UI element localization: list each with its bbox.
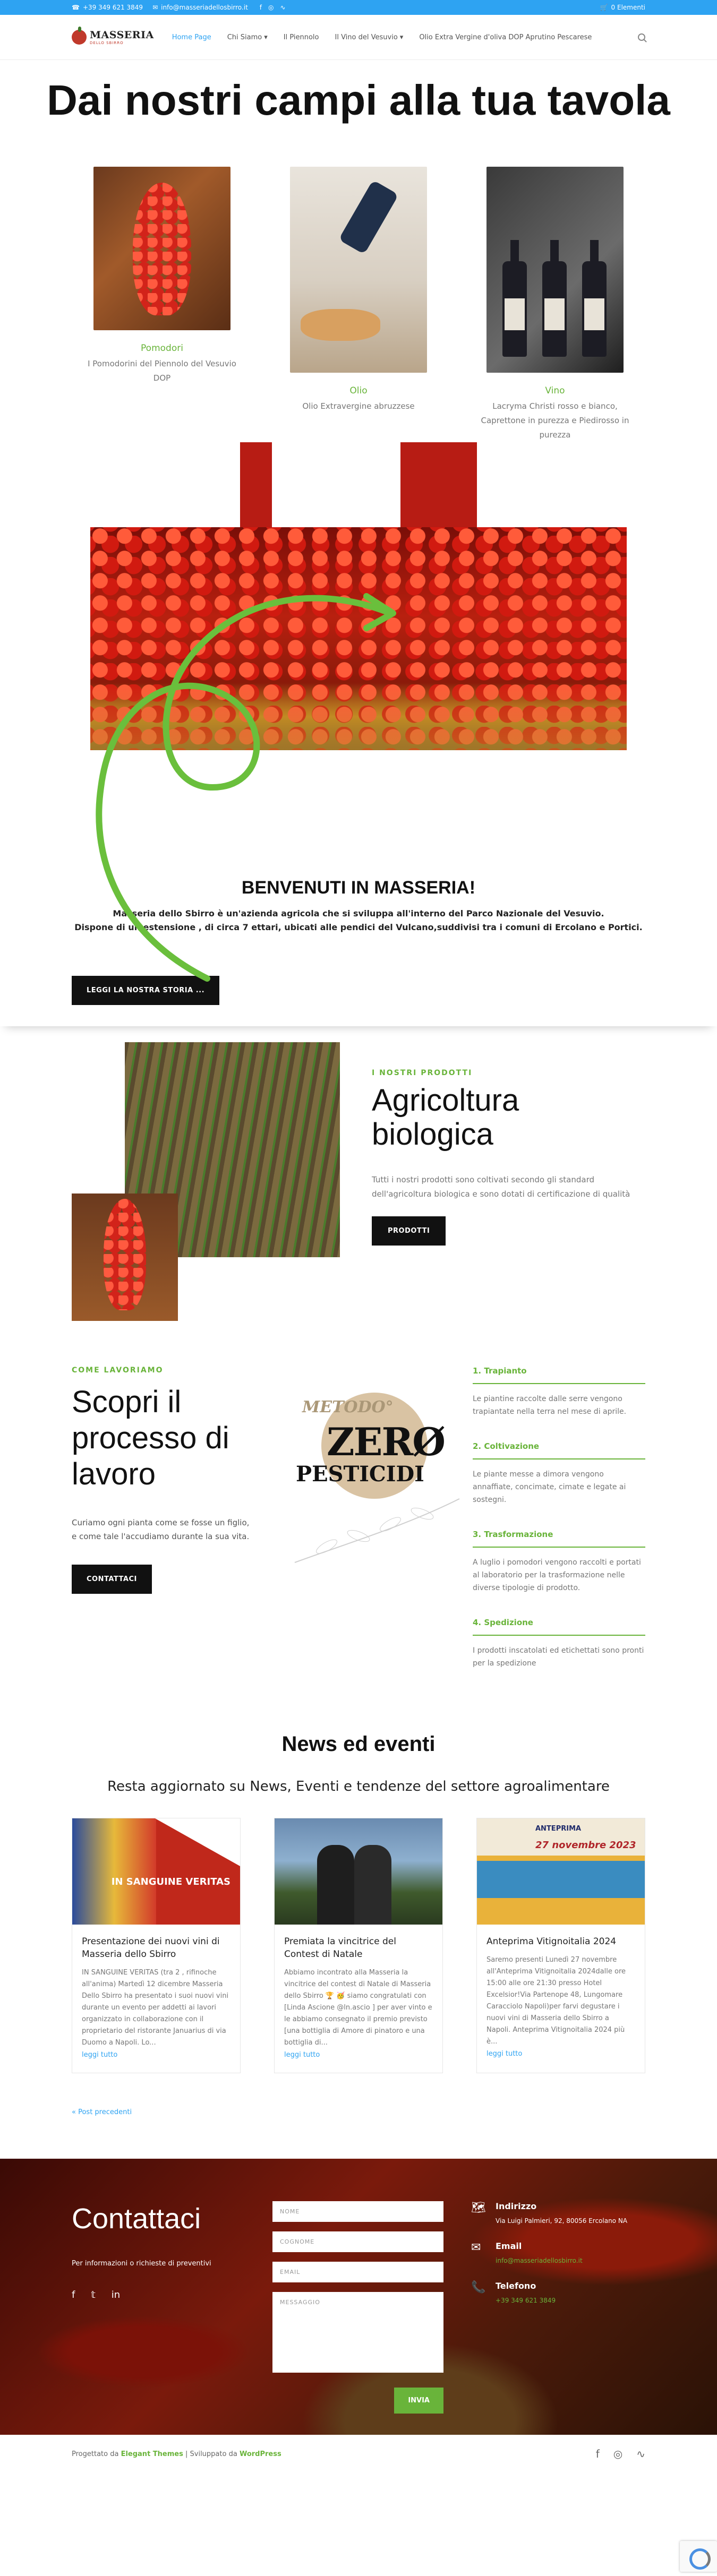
address-value: Via Luigi Palmieri, 92, 80056 Ercolano NA [496, 2217, 628, 2225]
email-field[interactable]: EMAIL [272, 2262, 443, 2282]
welcome-line-2: Dispone di un estensione , di circa 7 ettari, ubicati alle pendici del Vulcano,suddivisi tra i comuni di Ercolano e Portici. [74, 922, 643, 932]
step-desc: Le piante messe a dimora vengono annaffiate, concimate, cimate e legate ai sostegni. [473, 1470, 626, 1504]
zero-pesticides-badge [284, 1345, 475, 1589]
process-step [473, 1441, 645, 1506]
post-image-title: ANTEPRIMA [535, 1825, 582, 1833]
previous-posts-link[interactable]: « Post precedenti [72, 2108, 132, 2116]
process-eyebrow: COME LAVORIAMO [72, 1366, 164, 1375]
contact-title: Contattaci [72, 2203, 201, 2235]
cart-icon: 🛒 [600, 4, 608, 11]
logo-wordmark [90, 29, 154, 45]
step-desc: Le piantine raccolte dalle serre vengono trapiantate nella terra nel mese di aprile. [473, 1395, 627, 1416]
post-image[interactable] [275, 1818, 442, 1925]
post-title[interactable]: Premiata la vincitrice del Contest di Natale [284, 1936, 396, 1960]
phone-label: Telefono [496, 2281, 536, 2291]
main-nav [172, 33, 592, 41]
post-image[interactable] [72, 1818, 240, 1925]
products-row [82, 167, 635, 442]
product-name: Vino [545, 385, 565, 396]
linkedin-icon[interactable]: in [111, 2289, 121, 2300]
contact-inner [72, 2159, 645, 2435]
agriculture-text [372, 1069, 637, 1246]
facebook-icon[interactable]: f [72, 2289, 75, 2300]
step-desc: A luglio i pomodori vengono raccolti e portati al laboratorio per la trasformazione nelle diverse tipologie di prodotto. [473, 1558, 641, 1592]
email-label: Email [496, 2241, 522, 2251]
welcome-title: BENVENUTI IN MASSERIA! [241, 878, 476, 898]
site-logo[interactable] [72, 29, 154, 45]
contact-us-button[interactable]: CONTATTACI [72, 1565, 152, 1594]
search-icon[interactable] [638, 33, 645, 41]
read-more-link[interactable]: leggi tutto [486, 2050, 523, 2058]
post-title[interactable]: Presentazione dei nuovi vini di Masseria dello Sbirro [82, 1936, 220, 1960]
cart-link[interactable]: 🛒 0 Elementi [600, 4, 645, 11]
phone-value[interactable]: +39 349 621 3849 [496, 2297, 556, 2304]
post-excerpt: Saremo presenti Lunedì 27 novembre all'Anteprima Vitignoitalia 2024dalle ore 15:00 alle ore 21:30 presso Hotel Excelsior!Via Partenope 48, Lungomare Caracciolo Napoli)per farvi degustare i nuovi vini di Masseria dello Sbirro a Napoli. Anteprima Vitignoitalia 2024 più è... [486, 1956, 626, 2046]
product-name: Pomodori [141, 343, 183, 354]
read-more-link[interactable]: leggi tutto [284, 2051, 320, 2059]
products-button[interactable]: PRODOTTI [372, 1216, 446, 1246]
contact-info: Per informazioni o richieste di preventivi [72, 2260, 211, 2268]
logo-text: MASSERIA [90, 29, 154, 41]
news-title: News ed eventi [281, 1732, 436, 1756]
topbar-email[interactable]: ✉ info@masseriadellosbirro.it [152, 4, 248, 11]
contact-section [0, 2159, 717, 2435]
email-block [471, 2241, 641, 2266]
nav-olio[interactable]: Olio Extra Vergine d'oliva DOP Aprutino Pescarese [419, 33, 592, 41]
post-title[interactable]: Anteprima Vitignoitalia 2024 [486, 1936, 617, 1947]
phone-block [471, 2281, 641, 2306]
agri-text: Tutti i nostri prodotti sono coltivati secondo gli standard dell'agricoltura biologica e sono dotati di certificazione di qualità [372, 1175, 630, 1199]
step-title: 3. Trasformazione [473, 1530, 645, 1548]
product-name: Olio [349, 385, 368, 396]
recaptcha-badge[interactable] [680, 2541, 717, 2572]
nav-chi-siamo[interactable]: Chi Siamo ▾ [227, 33, 268, 41]
chevron-down-icon: ▾ [264, 33, 268, 41]
address-block [471, 2201, 641, 2226]
process-step [473, 1618, 645, 1670]
nav-home[interactable]: Home Page [172, 33, 211, 41]
footer-separator: | Sviluppato da [185, 2450, 237, 2458]
step-title: 4. Spedizione [473, 1618, 645, 1636]
process-steps [473, 1366, 645, 1693]
product-desc: Olio Extravergine abruzzese [302, 401, 415, 411]
map-icon: 🗺 [471, 2201, 486, 2214]
section-divider [0, 1005, 717, 1026]
post-card [274, 1818, 443, 2073]
facebook-icon[interactable]: f [595, 2448, 600, 2460]
product-olio [279, 167, 438, 442]
process-step [473, 1366, 645, 1418]
post-image[interactable] [477, 1818, 645, 1925]
product-pomodori [82, 167, 242, 442]
footer-designed: Progettato da [72, 2450, 119, 2458]
address-text [496, 2201, 627, 2226]
news-subtitle: Resta aggiornato su News, Eventi e tendenze del settore agroalimentare [107, 1779, 610, 1794]
envelope-icon: ✉ [471, 2241, 481, 2254]
email-text [496, 2241, 583, 2266]
process-section [72, 1366, 645, 1722]
nav-piennolo[interactable]: Il Piennolo [283, 33, 319, 41]
rss-icon[interactable]: ∿ [636, 2448, 645, 2460]
news-section [72, 1732, 645, 2116]
process-text: Curiamo ogni pianta come se fosse un figlio, e come tale l'accudiamo durante la sua vita. [72, 1518, 250, 1541]
step-title: 2. Coltivazione [473, 1441, 645, 1459]
process-title: Scopri il processo di lavoro [72, 1385, 229, 1491]
wordpress-link[interactable]: WordPress [239, 2450, 281, 2458]
badge-text-pesticidi: PESTICIDI [296, 1462, 424, 1487]
post-card [72, 1818, 241, 2073]
post-excerpt: IN SANGUINE VERITAS (tra 2 , rifinoche all'anima) Martedì 12 dicembre Masseria Dello Sbirro ha presentato i suoi nuovi vini durante un evento per addetti ai lavori organizzato in collaborazione con il proprietario del ristorante Januarius di via Duomo a Napoli. Lo... [82, 1969, 229, 2047]
product-vino [475, 167, 635, 442]
olive-branch-icon [289, 1493, 465, 1573]
chevron-down-icon: ▾ [399, 33, 404, 41]
post-body [72, 1925, 240, 2073]
product-desc: I Pomodorini del Piennolo del Vesuvio DOP [88, 359, 236, 383]
email-value[interactable]: info@masseriadellosbirro.it [496, 2257, 583, 2264]
read-story-button[interactable]: LEGGI LA NOSTRA STORIA ... [72, 976, 219, 1005]
post-excerpt: Abbiamo incontrato alla Masseria la vincitrice del contest di Natale di Masseria dello Sbirro 🏆 🥳 siamo congratulati con [Linda Ascione @ln.ascio ] per aver vinto e le abbiamo consegnato il premio previsto [una bottiglia di Amore di pinatoro e una bottiglia di... [284, 1969, 432, 2047]
facebook-icon[interactable]: f [259, 4, 262, 11]
footer-social [596, 2448, 645, 2460]
tomato-banner [90, 442, 627, 750]
post-card [476, 1818, 645, 2073]
welcome-line-1: Masseria dello Sbirro è un'azienda agricola che si sviluppa all'interno del Parco Nazionale del Vesuvio. [113, 908, 604, 918]
tomatoes-small-image [72, 1193, 178, 1321]
process-step [473, 1530, 645, 1594]
product-desc: Lacryma Christi rosso e bianco, Caprettone in purezza e Piedirosso in purezza [481, 401, 629, 440]
phone-icon: ☎ [72, 4, 80, 11]
process-intro [72, 1366, 252, 1594]
footer [0, 2435, 717, 2473]
posts-grid [72, 1818, 645, 2073]
post-image-date: 27 novembre 2023 [535, 1840, 636, 1851]
send-button[interactable]: INVIA [394, 2388, 443, 2414]
badge-text-zero: ZERØ [327, 1419, 445, 1464]
phone-text [496, 2281, 556, 2306]
hero-title: Dai nostri campi alla tua tavola [47, 76, 670, 124]
tomato-logo-icon [72, 30, 87, 45]
nav-vino[interactable]: Il Vino del Vesuvio ▾ [335, 33, 404, 41]
footer-credits [72, 2450, 281, 2458]
rss-icon[interactable]: ∿ [280, 4, 286, 11]
topbar-social [260, 4, 286, 11]
agri-title: Agricoltura biologica [372, 1083, 519, 1152]
vino-image [486, 167, 624, 373]
logo-subtext: DELLO SBIRRO [90, 41, 124, 45]
banner-top-strip [240, 442, 477, 527]
elegant-themes-link[interactable]: Elegant Themes [121, 2450, 183, 2458]
post-body [275, 1925, 442, 2073]
top-bar [0, 0, 717, 15]
address-label: Indirizzo [496, 2201, 537, 2211]
contact-details [471, 2201, 641, 2321]
main-header [0, 15, 717, 59]
instagram-icon[interactable]: ◎ [613, 2448, 623, 2460]
twitter-icon[interactable]: 𝕥 [91, 2289, 96, 2300]
pomodori-image [93, 167, 231, 330]
contact-form [272, 2201, 443, 2414]
message-field[interactable]: MESSAGGIO [272, 2292, 443, 2373]
step-title: 1. Trapianto [473, 1366, 645, 1384]
surname-field[interactable]: COGNOME [272, 2231, 443, 2252]
topbar-phone[interactable]: ☎ +39 349 621 3849 [72, 4, 143, 11]
green-swirl-decoration [69, 564, 409, 1000]
read-more-link[interactable]: leggi tutto [82, 2051, 118, 2059]
agri-eyebrow: I NOSTRI PRODOTTI [372, 1069, 473, 1077]
agriculture-section [72, 1042, 645, 1345]
step-desc: I prodotti inscatolati ed etichettati sono pronti per la spedizione [473, 1646, 644, 1668]
phone-icon: 📞 [471, 2281, 486, 2294]
contact-social [72, 2289, 120, 2300]
olio-image [290, 167, 427, 373]
post-image-title: IN SANGUINE VERITAS [111, 1876, 231, 1887]
envelope-icon: ✉ [152, 4, 158, 11]
name-field[interactable]: NOME [272, 2201, 443, 2222]
badge-text-metodo: METODO° [302, 1398, 394, 1416]
post-body [477, 1925, 645, 2072]
instagram-icon[interactable]: ◎ [268, 4, 274, 11]
